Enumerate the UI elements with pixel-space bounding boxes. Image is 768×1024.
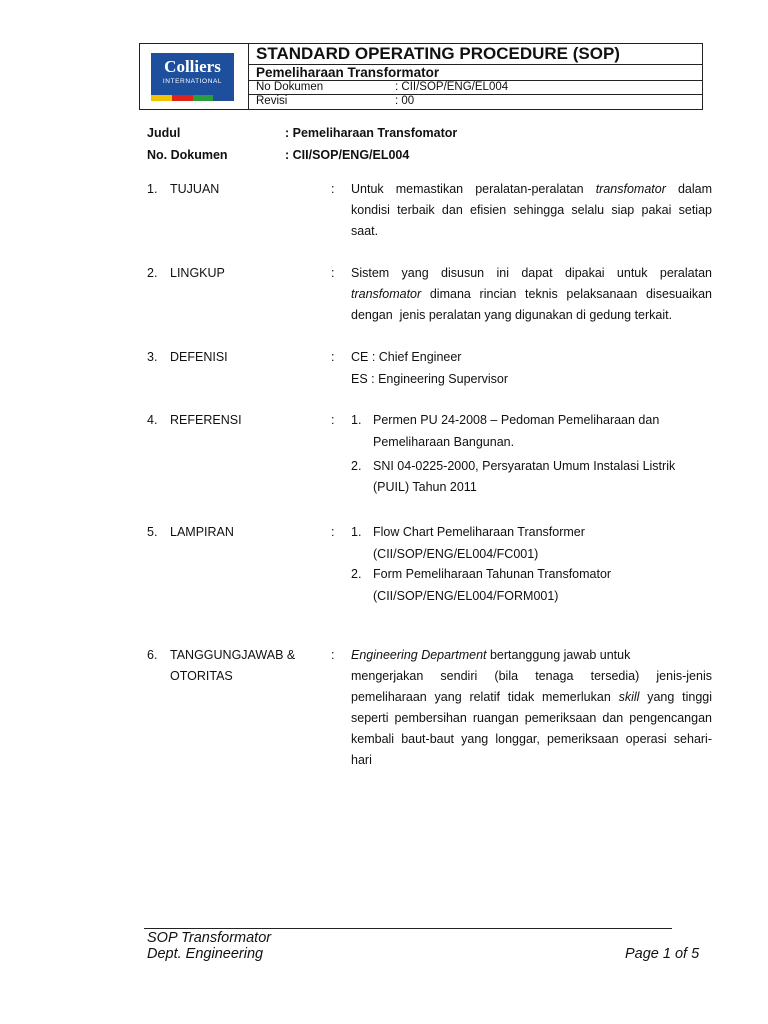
- section-number: 6.: [147, 648, 158, 662]
- footer-department: Dept. Engineering: [147, 946, 264, 962]
- section-label-lampiran: LAMPIRAN: [170, 525, 234, 539]
- section-number: 5.: [147, 525, 158, 539]
- section-colon: :: [331, 413, 335, 427]
- list-number: 1.: [351, 413, 362, 427]
- text-run: bertanggung jawab untuk: [486, 648, 631, 662]
- section-colon: :: [331, 525, 335, 539]
- section-colon: :: [331, 182, 335, 196]
- referensi-item-2-line-1: SNI 04-0225-2000, Persyaratan Umum Instalasi Listrik: [373, 459, 676, 473]
- referensi-item-2-line-2: (PUIL) Tahun 2011: [373, 480, 477, 494]
- section-label-tujuan: TUJUAN: [170, 182, 220, 196]
- logo-cell: [140, 44, 249, 109]
- judul-value: : Pemeliharaan Transfomator: [285, 126, 458, 140]
- lingkup-line-1: Sistem yang disusun ini dapat dipakai untuk peralatan: [351, 266, 712, 280]
- lampiran-item-2-line-2: (CII/SOP/ENG/EL004/FORM001): [373, 589, 559, 603]
- section-colon: :: [331, 266, 335, 280]
- section-colon: :: [331, 350, 335, 364]
- tanggung-line-1: [351, 645, 630, 666]
- defenisi-ce: CE : Chief Engineer: [351, 350, 462, 364]
- logo-subtext: INTERNATIONAL: [162, 78, 223, 85]
- section-number: 2.: [147, 266, 158, 280]
- revision-label: Revisi: [256, 95, 288, 107]
- section-colon: :: [331, 648, 335, 662]
- sop-header: [139, 43, 703, 110]
- defenisi-es: ES : Engineering Supervisor: [351, 372, 509, 386]
- tujuan-line-1: [351, 179, 712, 200]
- tujuan-line-3: saat.: [351, 224, 379, 238]
- section-label-tanggungjawab: TANGGUNGJAWAB &: [170, 648, 296, 662]
- sop-title: STANDARD OPERATING PROCEDURE (SOP): [249, 44, 702, 65]
- section-label-defenisi: DEFENISI: [170, 350, 228, 364]
- doc-number-value: : CII/SOP/ENG/EL004: [395, 81, 509, 93]
- tanggung-line-6: hari: [351, 753, 372, 767]
- footer-page-number: Page 1 of 5: [625, 946, 700, 962]
- text-run: pemeliharaan yang relatif tidak memerlukan: [351, 690, 619, 704]
- text-run-italic: skill: [618, 690, 640, 704]
- list-number: 2.: [351, 567, 362, 581]
- section-label-otoritas: OTORITAS: [170, 669, 233, 683]
- section-number: 3.: [147, 350, 158, 364]
- lingkup-line-2: [351, 284, 712, 305]
- text-run: yang tinggi: [639, 690, 712, 704]
- lampiran-item-1-line-2: (CII/SOP/ENG/EL004/FC001): [373, 547, 539, 561]
- tanggung-line-5: kembali baut-baut yang longgar, pemeriksaan operasi sehari-: [351, 732, 712, 746]
- section-number: 1.: [147, 182, 158, 196]
- tanggung-line-4: seperti pembersihan ruangan pemeriksaan dan pengencangan: [351, 711, 712, 725]
- footer-doc-name: SOP Transformator: [147, 930, 272, 946]
- text-run-italic: Engineering Department: [351, 648, 487, 662]
- tanggung-line-2: mengerjakan sendiri (bila tenaga tersedia) jenis-jenis: [351, 669, 712, 683]
- doc-number-info-value: : CII/SOP/ENG/EL004: [285, 148, 410, 162]
- text-run: Untuk memastikan peralatan-peralatan: [351, 182, 596, 196]
- text-run-italic: transfomator: [351, 287, 422, 301]
- sop-subtitle: Pemeliharaan Transformator: [249, 65, 702, 81]
- list-number: 1.: [351, 525, 362, 539]
- revision-row: [249, 95, 702, 108]
- section-label-referensi: REFERENSI: [170, 413, 242, 427]
- tujuan-line-2: kondisi terbaik dan efisien sehingga selalu siap pakai setiap: [351, 203, 712, 217]
- section-number: 4.: [147, 413, 158, 427]
- lampiran-item-2-line-1: Form Pemeliharaan Tahunan Transfomator: [373, 567, 612, 581]
- revision-value: : 00: [395, 95, 415, 107]
- doc-number-label: No Dokumen: [256, 81, 324, 93]
- section-label-lingkup: LINGKUP: [170, 266, 225, 280]
- footer-divider: [144, 928, 672, 929]
- tanggung-line-3: [351, 687, 712, 708]
- colliers-logo: [151, 53, 234, 101]
- text-run: dimana rincian teknis pelaksanaan disesuaikan: [421, 287, 712, 301]
- list-number: 2.: [351, 459, 362, 473]
- lampiran-item-1-line-1: Flow Chart Pemeliharaan Transformer: [373, 525, 585, 539]
- lingkup-line-3: dengan jenis peralatan yang digunakan di gedung terkait.: [351, 308, 673, 322]
- judul-label: Judul: [147, 126, 181, 140]
- text-run-italic: transfomator: [595, 182, 666, 196]
- referensi-item-1-line-1: Permen PU 24-2008 – Pedoman Pemeliharaan dan: [373, 413, 660, 427]
- doc-number-row: [249, 81, 702, 95]
- logo-color-stripe: [151, 95, 234, 101]
- logo-brand: Colliers: [164, 57, 221, 76]
- referensi-item-1-line-2: Pemeliharaan Bangunan.: [373, 435, 515, 449]
- text-run: dalam: [665, 182, 712, 196]
- doc-number-info-label: No. Dokumen: [147, 148, 228, 162]
